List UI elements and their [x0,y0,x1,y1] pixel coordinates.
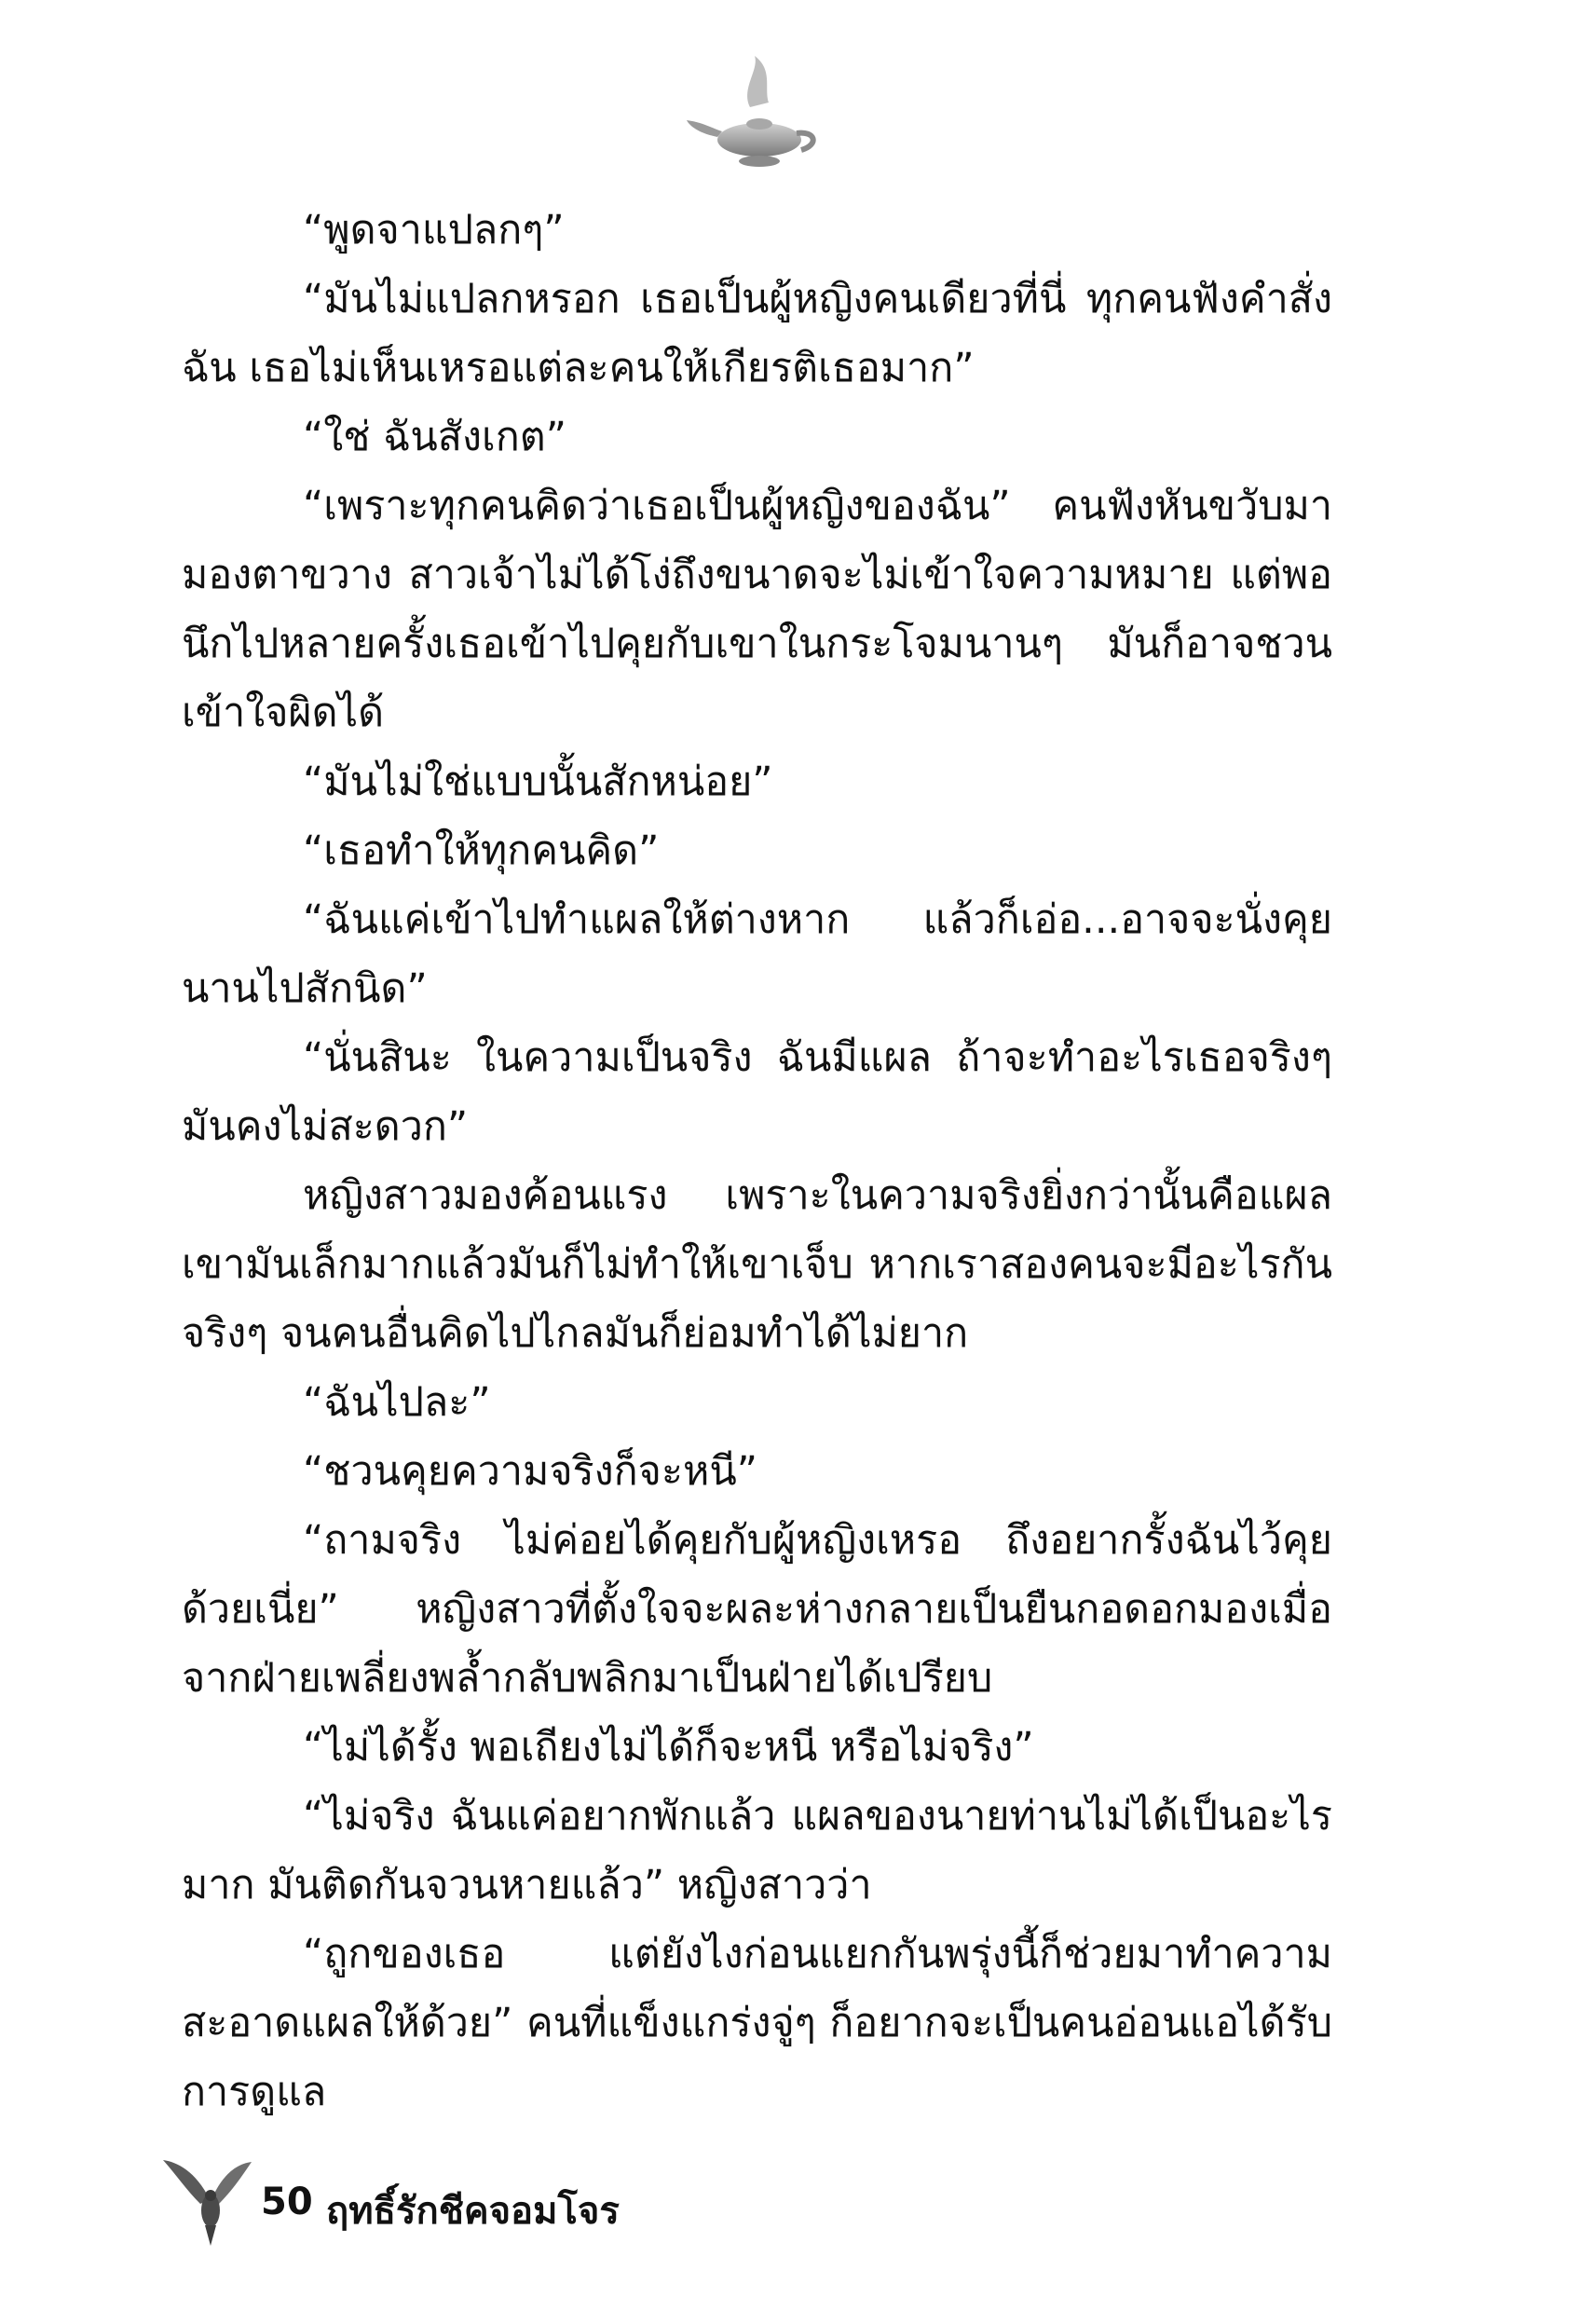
paragraph: “นั่นสินะ ในความเป็นจริง ฉันมีแผล ถ้าจะทำอะไรเธอจริงๆ มันคงไม่สะดวก” [182,1034,1332,1150]
paragraph: “ฉันไปละ” [303,1379,491,1426]
paragraph: “ใช่ ฉันสังเกต” [303,414,566,460]
body-text [182,196,1332,2126]
paragraph: “ไม่ได้รั้ง พอเถียงไม่ได้ก็จะหนี หรือไม่จริง” [303,1724,1034,1771]
genie-lamp-icon [685,51,825,172]
paragraph: “มันไม่ใช่แบบนั้นสักหน่อย” [303,759,773,805]
paragraph: “พูดจาแปลกๆ” [303,207,565,253]
paragraph: “เพราะทุกคนคิดว่าเธอเป็นผู้หญิงของฉัน” คนฟังหันขวับมามองตาขวาง สาวเจ้าไม่ได้โง่ถึงขนาดจะไม่เข้าใจความหมาย แต่พอนึกไปหลายครั้งเธอเข้าไปคุยกับเขาในกระโจมนานๆ มันก็อาจชวนเข้าใจผิดได้ [182,483,1332,736]
hawk-icon [158,2153,261,2250]
paragraph: “ถามจริง ไม่ค่อยได้คุยกับผู้หญิงเหรอ ถึงอยากรั้งฉันไว้คุยด้วยเนี่ย” หญิงสาวที่ตั้งใจจะผละห่างกลายเป็นยืนกอดอกมองเมื่อจากฝ่ายเพลี่ยงพล้ำกลับพลิกมาเป็นฝ่ายได้เปรียบ [182,1517,1332,1702]
paragraph: “ถูกของเธอ แต่ยังไงก่อนแยกกันพรุ่งนี้ก็ช่วยมาทำความสะอาดแผลให้ด้วย” คนที่แข็งแกร่งจู่ๆ ก็อยากจะเป็นคนอ่อนแอได้รับการดูแล [182,1931,1332,2115]
paragraph: “ไม่จริง ฉันแค่อยากพักแล้ว แผลของนายท่านไม่ได้เป็นอะไรมาก มันติดกันจวนหายแล้ว” หญิงสาวว่า [182,1793,1332,1908]
paragraph: “ฉันแค่เข้าไปทำแผลให้ต่างหาก แล้วก็เอ่อ...อาจจะนั่งคุยนานไปสักนิด” [182,896,1332,1012]
paragraph: “มันไม่แปลกหรอก เธอเป็นผู้หญิงคนเดียวที่นี่ ทุกคนฟังคำสั่งฉัน เธอไม่เห็นเหรอแต่ละคนให้เกียรติเธอมาก” [182,276,1332,391]
page-number: 50 [261,2181,313,2223]
paragraph: “เธอทำให้ทุกคนคิด” [303,827,660,874]
paragraph: “ชวนคุยความจริงก็จะหนี” [303,1448,757,1495]
page-footer [158,2153,811,2255]
paragraph: หญิงสาวมองค้อนแรง เพราะในความจริงยิ่งกว่านั้นคือแผลเขามันเล็กมากแล้วมันก็ไม่ทำให้เขาเจ็บ หากเราสองคนจะมีอะไรกันจริงๆ จนคนอื่นคิดไปไกลมันก็ย่อมทำได้ไม่ยาก [182,1172,1332,1357]
book-title: ฤทธิ์รักชีคจอมโจร [326,2190,620,2233]
